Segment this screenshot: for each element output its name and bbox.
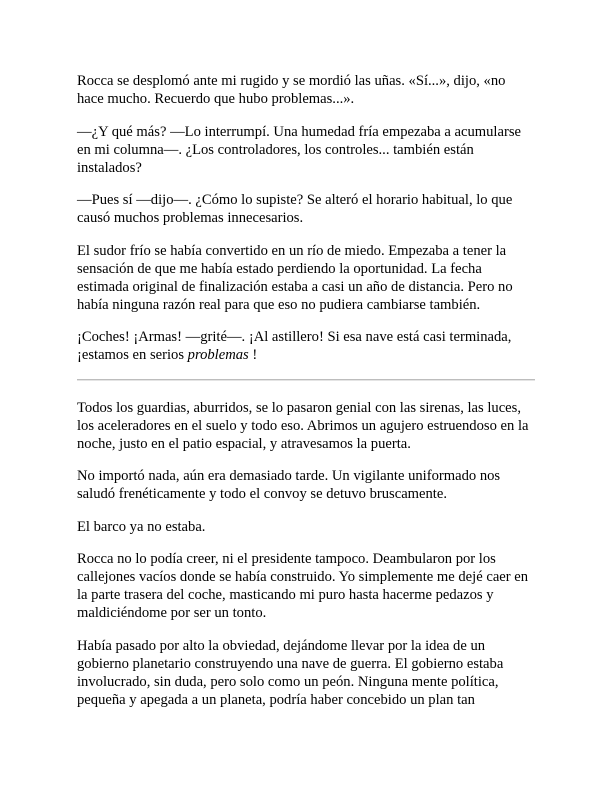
document-body (77, 72, 535, 723)
paragraph: Rocca se desplomó ante mi rugido y se mordió las uñas. «Sí...», dijo, «no hace mucho. Recuerdo que hubo problemas...». (77, 73, 506, 107)
section-divider (77, 379, 535, 381)
paragraph: —Pues sí —dijo—. ¿Cómo lo supiste? Se alteró el horario habitual, lo que causó muchos problemas innecesarios. (77, 192, 513, 226)
paragraph: Todos los guardias, aburridos, se lo pasaron genial con las sirenas, las luces, los aceleradores en el suelo y todo eso. Abrimos un agujero estruendoso en la noche, justo en el patio espacial, y atravesamos la puerta. (77, 399, 529, 452)
paragraph-text: ! (248, 347, 258, 363)
paragraph-text: ¡Coches! ¡Armas! —grité—. ¡Al astillero! Si esa nave está casi terminada, ¡estamos en serios (77, 329, 512, 363)
paragraph: No importó nada, aún era demasiado tarde. Un vigilante uniformado nos saludó frenéticamente y todo el convoy se detuvo bruscamente. (77, 468, 501, 502)
paragraph: El sudor frío se había convertido en un río de miedo. Empezaba a tener la sensación de que me había estado perdiendo la oportunidad. La fecha estimada original de finalización estaba a casi un año de distancia. Pero no había ninguna razón real para que eso no pudiera cambiarse también. (77, 242, 513, 313)
paragraph (77, 328, 535, 364)
paragraph: El barco ya no estaba. (77, 518, 206, 535)
emphasized-text: problemas (187, 347, 249, 363)
paragraph: Había pasado por alto la obviedad, dejándome llevar por la idea de un gobierno planetario construyendo una nave de guerra. El gobierno estaba involucrado, sin duda, pero solo como un peón. Ninguna mente política, pequeña y apegada a un planeta, podría haber concebido un plan tan (77, 637, 504, 708)
paragraph: Rocca no lo podía creer, ni el presidente tampoco. Deambularon por los callejones vacíos donde se había construido. Yo simplemente me dejé caer en la parte trasera del coche, masticando mi puro hasta hacerme pedazos y maldiciéndome por ser un tonto. (77, 551, 529, 621)
paragraph: —¿Y qué más? —Lo interrumpí. Una humedad fría empezaba a acumularse en mi columna—. ¿Los controladores, los controles... también están instalados? (77, 123, 521, 176)
